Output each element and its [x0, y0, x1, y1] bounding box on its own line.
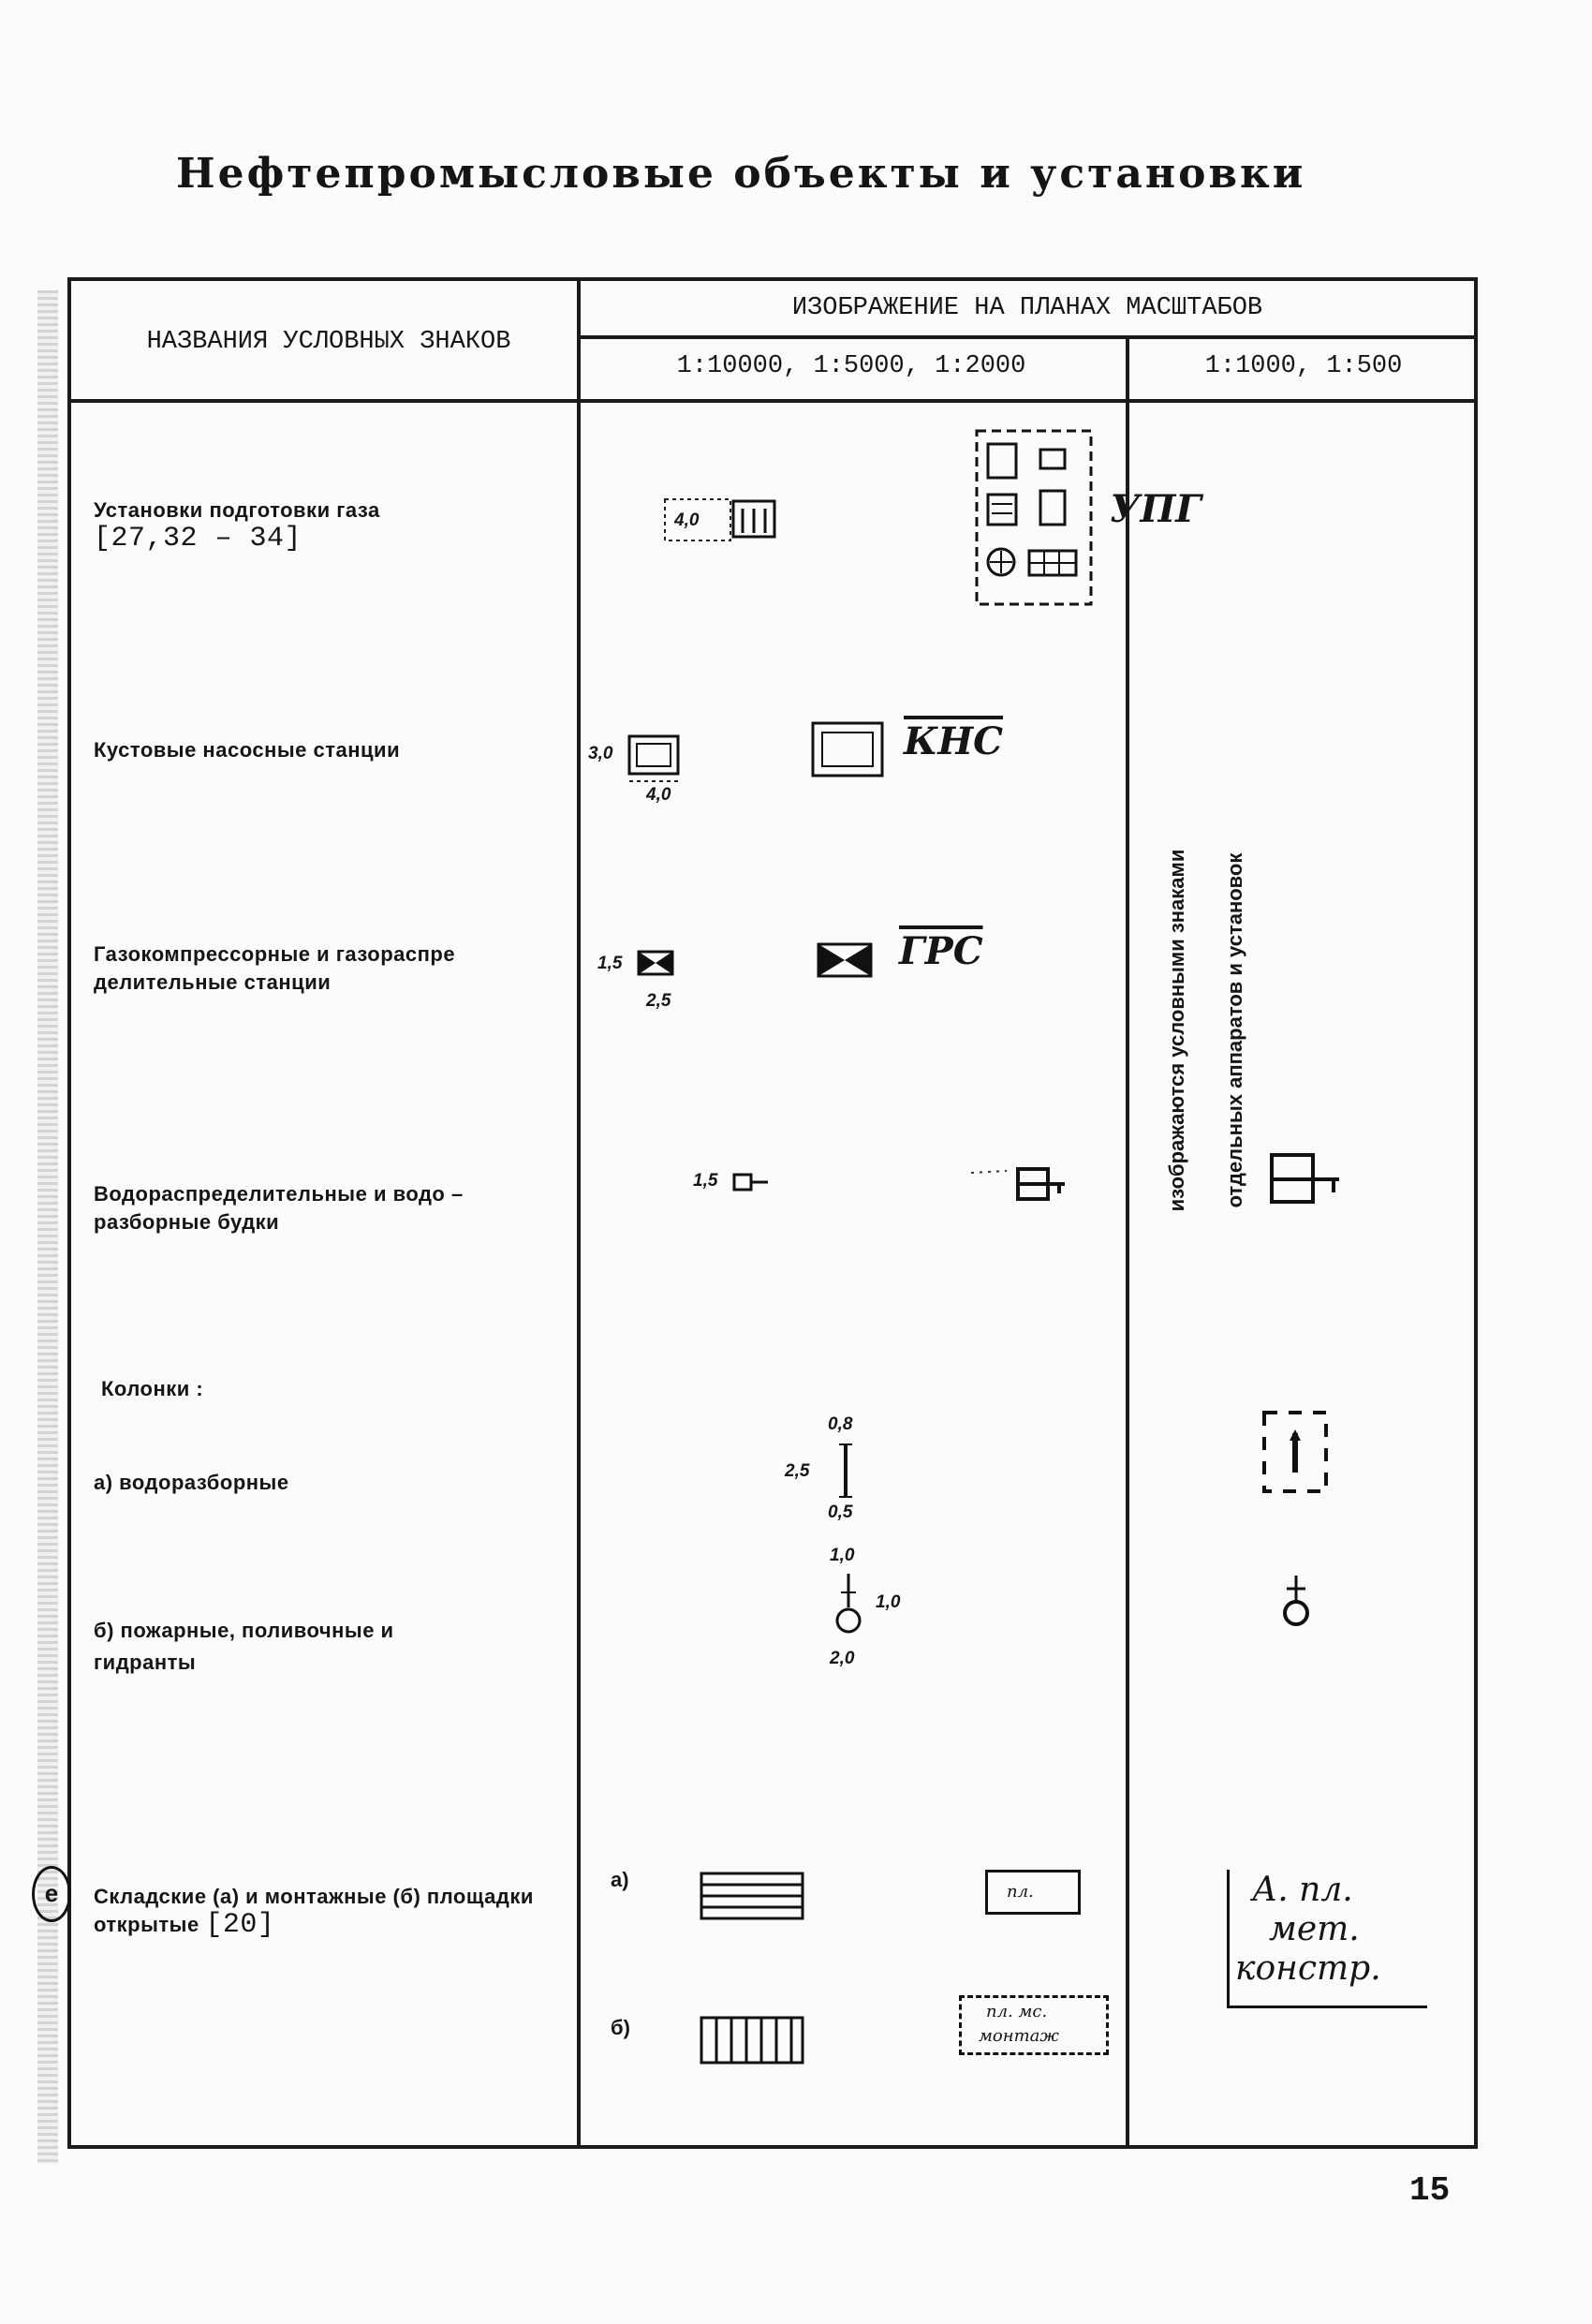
dimension-label: 1,0: [876, 1592, 901, 1612]
dimension-label: 3,0: [588, 744, 613, 763]
row-name-gas-preparation: [94, 496, 380, 553]
header-scale-col-1: 1:10000, 1:5000, 1:2000: [676, 352, 1026, 380]
assembly-site-label-box: [959, 1995, 1109, 2055]
reference-marker: [27,32 – 34]: [94, 523, 302, 555]
header-group-divider: [577, 335, 1478, 339]
abbreviation-upg: УПГ: [1110, 487, 1201, 531]
water-booth-symbol-small: [730, 1169, 787, 1197]
water-booth-symbol-large: [1264, 1147, 1358, 1213]
page-number: 15: [1409, 2171, 1451, 2210]
margin-marker: [32, 1866, 71, 1922]
large-scale-label-line3: констр.: [1235, 1949, 1381, 1988]
storage-site-label-box: [985, 1870, 1081, 1915]
row-name-gas-compressor: Газокомпрессорные и газораспре делительные станции: [94, 942, 456, 994]
pump-station-symbol-large: [807, 718, 892, 783]
row-name-columns-b: б) пожарные, поливочные и гидранты: [94, 1619, 394, 1674]
gas-preparation-symbol-large: [969, 423, 1100, 611]
water-booth-symbol-medium: [969, 1162, 1072, 1208]
header-scale-col-2: 1:1000, 1:500: [1204, 352, 1403, 380]
large-scale-label-line2: мет.: [1269, 1910, 1360, 1948]
gas-compressor-symbol-small: [635, 946, 682, 984]
variant-marker-a: а): [611, 1868, 629, 1891]
row-name-columns: Колонки :: [101, 1377, 204, 1400]
dimension-label: 0,8: [828, 1414, 853, 1434]
assembly-site-symbol: [698, 2014, 810, 2070]
header-names-column: НАЗВАНИЯ УСЛОВНЫХ ЗНАКОВ: [146, 328, 511, 356]
column-divider-2: [1126, 337, 1129, 2145]
variant-marker-b: б): [611, 2016, 630, 2039]
vertical-note-line1: изображаются условными знаками: [1165, 849, 1188, 1212]
reference-marker: [20]: [205, 1909, 275, 1941]
header-images-group: ИЗОБРАЖЕНИЕ НА ПЛАНАХ МАСШТАБОВ: [791, 294, 1263, 322]
dimension-label: 2,5: [646, 991, 671, 1011]
row-name-pump-stations: Кустовые насосные станции: [94, 738, 401, 762]
abbreviation-grs: ГРС: [899, 929, 983, 973]
large-scale-site-label-box: [1227, 1870, 1427, 2008]
row-label: Складские (а) и монтажные (б) площадки открытые: [94, 1885, 534, 1936]
row-label: Установки подготовки газа: [94, 498, 380, 522]
assembly-site-label-line2: монтаж: [979, 2026, 1059, 2046]
row-name-storage-sites: [94, 1883, 543, 1939]
pump-station-symbol-small: [626, 731, 691, 787]
gas-compressor-symbol-large: [813, 937, 878, 984]
page-title: Нефтепромысловые объекты и установки: [176, 150, 1306, 198]
gas-preparation-symbol-small: [660, 492, 791, 548]
vertical-note: [1148, 703, 1264, 1358]
storage-site-symbol: [698, 1870, 810, 1926]
fire-hydrant-symbol-large: [1277, 1570, 1315, 1636]
row-name-columns-a: а) водоразборные: [94, 1471, 289, 1494]
dimension-label: 2,5: [785, 1461, 810, 1481]
margin-marker-letter: е: [44, 1879, 59, 1907]
column-divider-1: [577, 281, 581, 2145]
header-bottom-divider: [71, 399, 1478, 403]
dimension-label: 4,0: [646, 785, 671, 805]
water-column-symbol-large: [1257, 1405, 1341, 1499]
abbreviation-kns: КНС: [904, 719, 1004, 763]
assembly-site-label-line1: пл. мс.: [986, 2002, 1048, 2021]
dimension-label: 1,5: [597, 954, 623, 973]
dimension-label: 2,0: [830, 1649, 855, 1668]
dimension-label: 1,5: [693, 1171, 718, 1191]
dimension-label: 1,0: [830, 1546, 855, 1565]
water-column-symbol-small: [832, 1441, 860, 1506]
fire-hydrant-symbol-small: [830, 1570, 867, 1649]
large-scale-label-line1: А. пл.: [1252, 1871, 1353, 1909]
storage-site-label: пл.: [1007, 1882, 1034, 1902]
dimension-label: 4,0: [674, 511, 700, 530]
vertical-note-line2: отдельных аппаратов и установок: [1223, 852, 1246, 1208]
row-name-water-booths: Водораспределительные и водо – разборные будки: [94, 1182, 464, 1234]
dimension-label: 0,5: [828, 1502, 853, 1522]
